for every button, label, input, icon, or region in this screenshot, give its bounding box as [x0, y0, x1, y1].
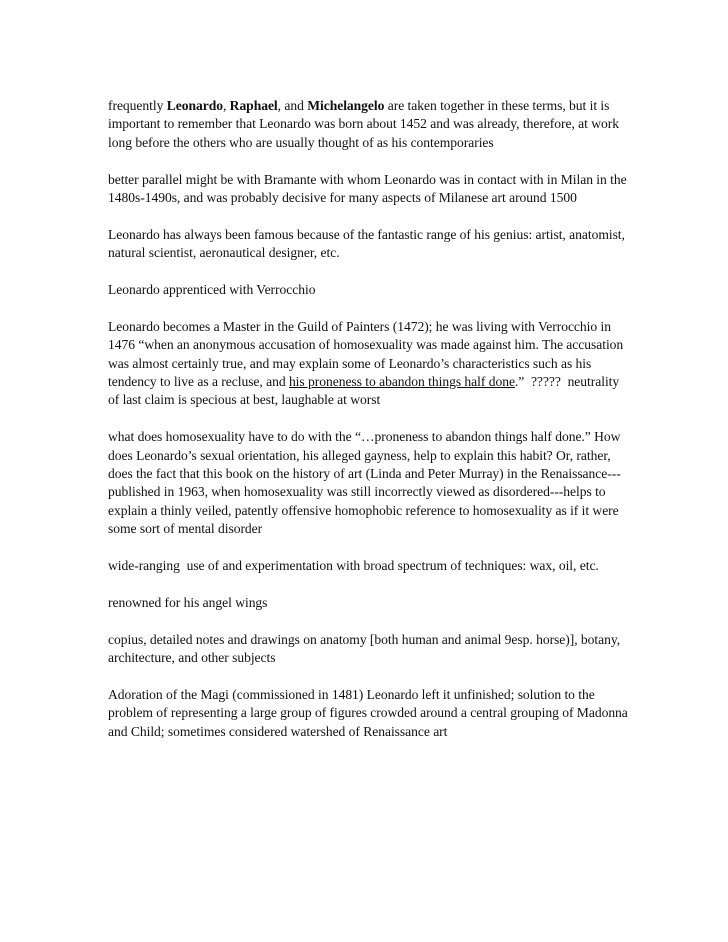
underlined-quote: his proneness to abandon things half done [288, 374, 515, 390]
text-run: .” ????? neutrality of last claim is specious at best, laughable at worst [108, 374, 623, 408]
paragraph-techniques: wide-ranging use of and experimentation with broad spectrum of techniques: wax, oil, etc. [108, 558, 599, 574]
paragraph-apprenticeship: Leonardo apprenticed with Verrocchio [108, 282, 316, 298]
paragraph-critique: what does homosexuality have to do with the “…proneness to abandon things half done.” How does Leonardo’s sexual orientation, his alleged gayness, help to explain this habit? Or, rather, does the fact that this book on the history of art (Linda and Peter Murray) in the Renaissance---published in 1963, when homosexuality was still incorrectly viewed as disordered---helps to explain a thinly veiled, patently offensive homophobic reference to homosexuality as if it were some sort of mental disorder [108, 429, 624, 537]
paragraph-adoration-magi: Adoration of the Magi (commissioned in 1481) Leonardo left it unfinished; solution to the problem of representing a large group of figures crowded around a central grouping of Madonna and Child; sometimes considered watershed of Renaissance art [108, 686, 632, 739]
paragraph-angel-wings: renowned for his angel wings [108, 594, 268, 610]
bold-leonardo: Leonardo [166, 98, 223, 113]
text-run: Leonardo becomes a Master in the Guild of Painters (1472); he was living with Verrocchio in 1476 “when an anonymous accusation of homosexuality was made against him. The accusation was almost certainly true, and may explain some of Leonardo’s characteristics such as his tendency to live as a recluse, and [108, 318, 627, 390]
document-body [108, 97, 632, 759]
text-run: frequently [108, 98, 167, 113]
paragraph-guild-master [108, 318, 628, 410]
paragraph-renaissance-masters [108, 97, 628, 152]
paragraph-genius-range: Leonardo has always been famous because of the fantastic range of his genius: artist, anatomist, natural scientist, aeronautical designer, etc. [108, 226, 629, 261]
text-run: , and [277, 98, 308, 113]
bold-raphael: Raphael [229, 98, 278, 113]
text-run: are taken together in these terms, but it is important to remember that Leonardo was born about 1452 and was already, therefore, at work long before the others who are usually thought of as his contemporaries [108, 98, 623, 150]
bold-michelangelo: Michelangelo [307, 98, 385, 113]
paragraph-bramante: better parallel might be with Bramante with whom Leonardo was in contact with in Milan in the 1480s-1490s, and was probably decisive for many aspects of Milanese art around 1500 [108, 171, 630, 206]
paragraph-notes-drawings: copius, detailed notes and drawings on anatomy [both human and animal 9esp. horse)], botany, architecture, and other subjects [108, 631, 624, 666]
text-run: , [222, 98, 230, 113]
